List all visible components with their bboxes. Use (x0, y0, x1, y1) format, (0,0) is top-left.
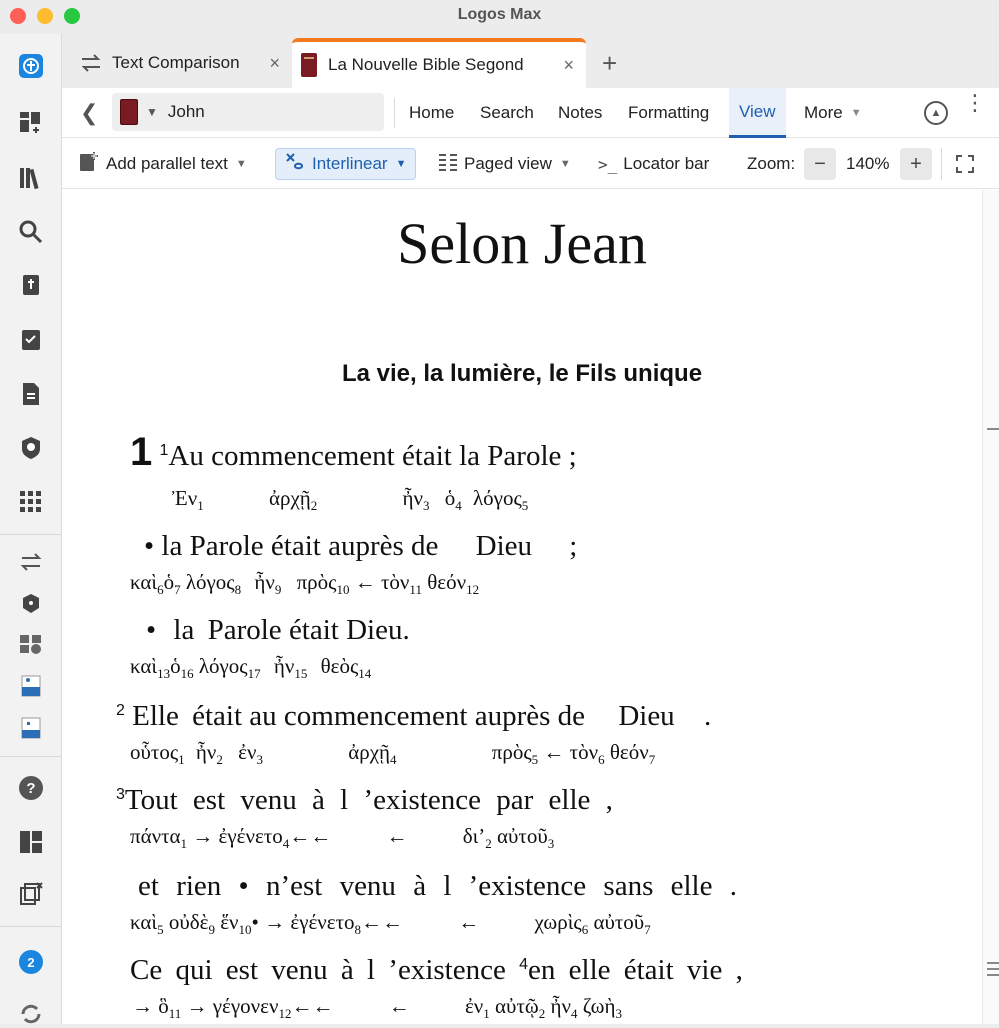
french-word[interactable]: à (312, 784, 325, 816)
greek-word[interactable]: τὸν$_6$ (569, 740, 605, 768)
greek-line (132, 994, 622, 1022)
greek-word[interactable]: ὁ$_{16}$ (170, 654, 194, 682)
greek-word[interactable]: ἐγένετο$_8$ (290, 910, 362, 938)
notification-count: 2 (27, 954, 35, 970)
menu-view[interactable]: View (729, 88, 786, 138)
new-tab-button[interactable]: + (602, 48, 618, 78)
french-word[interactable]: était (192, 700, 243, 732)
tab-label: La Nouvelle Bible Segond (328, 55, 524, 74)
greek-word[interactable]: καὶ$_5$ (130, 910, 164, 938)
french-word[interactable]: venu (240, 784, 297, 816)
greek-line (130, 824, 554, 852)
view-toolbar (62, 139, 999, 189)
greek-word[interactable]: ἕν$_{10}$ (220, 910, 252, 938)
toolbar-divider (941, 148, 942, 180)
tab-close-button[interactable]: × (269, 52, 280, 73)
menu-formatting[interactable]: Formatting (628, 103, 710, 122)
greek-word[interactable]: πρὸς$_5$ (491, 740, 539, 768)
arrow-left-icon: ← (543, 740, 565, 764)
verse-number[interactable]: 4 (519, 956, 529, 973)
panel-menu-icon[interactable]: ▲ (924, 101, 948, 125)
apps-grid-icon[interactable] (17, 488, 45, 516)
french-word[interactable]: l ’existence (340, 784, 481, 816)
back-arrow-icon[interactable]: ❮ (80, 100, 99, 125)
greek-word[interactable]: λόγος$_{17}$ (198, 654, 261, 682)
french-word[interactable]: est (225, 954, 258, 986)
sidebar-divider (0, 534, 62, 535)
notification-badge[interactable] (17, 948, 45, 976)
french-word[interactable]: Dieu (475, 530, 533, 562)
tab-label: Text Comparison (112, 53, 240, 72)
french-word[interactable]: Dieu (618, 700, 675, 732)
sidebar (0, 34, 62, 1024)
bullet: • (251, 910, 259, 934)
french-word[interactable]: elle (670, 870, 713, 902)
french-word[interactable]: ; (569, 530, 578, 562)
french-word[interactable]: rien (176, 870, 222, 902)
resource-panel (62, 88, 999, 1024)
french-line (146, 614, 410, 647)
tab-text-comparison[interactable] (72, 38, 292, 88)
greek-word[interactable]: ἐν$_3$ (238, 740, 263, 768)
greek-word[interactable]: πάντα$_1$ (130, 824, 188, 852)
french-word[interactable]: l ’existence (367, 954, 506, 986)
greek-word[interactable]: γέγονεν$_{12}$ (212, 994, 292, 1022)
greek-word[interactable]: ἀρχῇ$_2$ (268, 486, 318, 514)
paged-view-button[interactable] (438, 148, 571, 180)
french-word[interactable]: à (413, 870, 427, 902)
document-icon[interactable] (17, 380, 45, 408)
sidebar-divider-3 (0, 926, 62, 927)
greek-word[interactable]: αὐτοῦ$_3$ (497, 824, 555, 852)
tab-bar (62, 34, 999, 88)
compare-arrows-icon (80, 54, 102, 72)
locator-bar-icon: >_ (598, 154, 618, 174)
greek-line (130, 740, 655, 768)
interlinear-icon (284, 151, 306, 178)
greek-word[interactable]: ὁ$_4$ (444, 486, 462, 514)
french-word[interactable]: était (623, 954, 674, 986)
french-word[interactable]: auprès de (328, 530, 439, 562)
french-line (144, 530, 577, 563)
french-word[interactable]: était (288, 614, 339, 646)
library-icon[interactable] (17, 164, 45, 192)
title-bar (0, 0, 999, 34)
scroll-marker (987, 962, 999, 964)
greek-line (172, 486, 528, 514)
interlinear-button[interactable] (275, 148, 416, 180)
dashboard-icon[interactable] (17, 108, 45, 136)
tab-nouvelle-bible-segond[interactable] (292, 38, 586, 88)
logos-home-icon[interactable] (17, 52, 45, 80)
chevron-down-icon: ▼ (235, 158, 247, 170)
close-panels-icon[interactable] (17, 880, 45, 908)
french-word[interactable]: et (138, 870, 159, 902)
menu-notes[interactable]: Notes (558, 103, 603, 122)
book-cover-icon (300, 52, 318, 78)
arrow-right-icon: → (132, 994, 153, 1018)
arrow-left-icon: ←← (291, 994, 334, 1018)
layouts-icon[interactable] (17, 828, 45, 856)
menu-more[interactable] (804, 88, 862, 138)
french-word[interactable]: par (496, 784, 534, 816)
bullet: • (146, 614, 157, 646)
french-word[interactable]: la (173, 614, 195, 646)
greek-word[interactable]: ὁ$_7$ (163, 570, 181, 598)
greek-word[interactable]: ἐν$_1$ (464, 994, 490, 1022)
french-word[interactable]: était (270, 530, 321, 562)
french-word[interactable]: la Parole (161, 530, 264, 562)
greek-word[interactable]: ἦν$_{15}$ (273, 654, 308, 682)
greek-word[interactable]: ἦν$_2$ (195, 740, 223, 768)
french-line (130, 430, 577, 475)
french-word[interactable]: sans (603, 870, 654, 902)
greek-word[interactable]: ἀρχῇ$_4$ (348, 740, 397, 768)
tools-cluster-icon[interactable] (17, 630, 45, 658)
greek-word[interactable]: πρὸς$_{10}$ (296, 570, 350, 598)
locator-bar-label: Locator bar (623, 154, 710, 173)
chevron-down-icon: ▼ (559, 158, 571, 170)
greek-word[interactable]: ὃ$_{11}$ (158, 994, 182, 1022)
greek-word[interactable]: λόγος$_8$ (185, 570, 242, 598)
french-line (130, 954, 743, 987)
greek-word[interactable]: καὶ$_6$ (130, 570, 164, 598)
french-word[interactable]: la Parole (459, 440, 562, 472)
greek-word[interactable]: οὐδὲ$_9$ (168, 910, 215, 938)
reading-plan-icon[interactable] (17, 326, 45, 354)
greek-word[interactable]: ἦν$_3$ (402, 486, 430, 514)
french-word[interactable]: à (340, 954, 354, 986)
svg-text:?: ? (26, 780, 36, 797)
greek-word[interactable]: θεόν$_{12}$ (427, 570, 480, 598)
french-word[interactable]: l ’existence (443, 870, 587, 902)
bullet: • (144, 530, 155, 562)
greek-line (130, 654, 371, 682)
sidebar-divider-2 (0, 756, 62, 757)
french-word[interactable]: , (605, 784, 613, 816)
guide-icon[interactable] (17, 434, 45, 462)
search-icon[interactable] (17, 218, 45, 246)
french-word[interactable]: . (402, 614, 410, 646)
greek-word[interactable]: αὐτῷ$_2$ (495, 994, 546, 1022)
zoom-label: Zoom: (747, 154, 796, 173)
french-word[interactable]: est (192, 784, 226, 816)
french-word[interactable]: Dieu (346, 614, 403, 646)
greek-line (130, 570, 479, 598)
arrow-left-icon: ←← (289, 824, 332, 848)
app-title: Logos Max (457, 6, 542, 23)
scroll-marker (987, 428, 999, 430)
bible-text-content (62, 190, 982, 1024)
add-parallel-text-label: Add parallel text (106, 154, 228, 173)
french-word[interactable]: . (729, 870, 737, 902)
greek-word[interactable]: οὗτος$_1$ (130, 740, 185, 768)
french-word[interactable]: elle (568, 954, 611, 986)
chevron-down-icon: ▼ (850, 107, 862, 119)
chapter-number: 1 (130, 430, 153, 474)
chevron-down-icon: ▼ (395, 158, 407, 170)
french-word[interactable]: au commencement (249, 700, 468, 732)
greek-word[interactable]: αὐτοῦ$_7$ (593, 910, 651, 938)
locator-bar-button[interactable] (598, 148, 709, 180)
exegetical-guide-icon[interactable] (17, 714, 45, 742)
bible-icon[interactable] (17, 272, 45, 300)
reference-input[interactable]: John (167, 102, 205, 121)
verse-number[interactable]: 2 (116, 702, 125, 719)
verse-number[interactable]: 3 (116, 786, 125, 803)
interlinear-label: Interlinear (312, 154, 388, 173)
vertical-scrollbar[interactable] (982, 190, 999, 1024)
greek-word[interactable]: ἐγένετο$_4$ (218, 824, 290, 852)
greek-word[interactable]: χωρὶς$_6$ (534, 910, 589, 938)
zoom-value[interactable]: 140% (846, 154, 890, 173)
french-word[interactable]: venu (339, 870, 396, 902)
zoom-out-button[interactable]: − (804, 148, 836, 180)
greek-word[interactable]: θεόν$_7$ (609, 740, 656, 768)
greek-word[interactable]: ζωὴ$_3$ (582, 994, 622, 1022)
reference-box[interactable] (112, 93, 384, 131)
book-title: Selon Jean (397, 211, 647, 276)
fullscreen-icon[interactable] (956, 155, 974, 173)
french-line (116, 700, 711, 733)
greek-word[interactable]: τὸν$_{11}$ (380, 570, 422, 598)
section-heading: La vie, la lumière, le Fils unique (341, 360, 703, 387)
factbook-icon[interactable] (17, 590, 45, 618)
greek-word[interactable]: καὶ$_{13}$ (130, 654, 171, 682)
chevron-down-icon[interactable]: ▼ (146, 105, 158, 119)
arrow-right-icon: → (186, 994, 208, 1018)
add-parallel-text-button[interactable] (78, 148, 247, 180)
menu-home[interactable]: Home (409, 103, 455, 122)
more-options-icon[interactable]: ⋮ (964, 90, 986, 115)
french-word[interactable]: en (528, 954, 556, 986)
passage-guide-icon[interactable] (17, 672, 45, 700)
greek-word[interactable]: ἦν$_4$ (550, 994, 578, 1022)
bullet: • (238, 870, 249, 902)
arrow-left-icon: ← (386, 824, 408, 848)
french-line (116, 784, 613, 817)
add-document-icon (78, 151, 100, 178)
greek-word[interactable]: θεὸς$_{14}$ (320, 654, 372, 682)
paged-view-icon (438, 152, 458, 177)
french-word[interactable]: vie (686, 954, 723, 986)
french-word[interactable]: n’est (265, 870, 323, 902)
arrow-left-icon: ← (388, 994, 410, 1018)
greek-line (130, 910, 651, 938)
greek-word[interactable]: ἦν$_9$ (254, 570, 282, 598)
french-word[interactable]: Tout (124, 784, 178, 816)
french-word[interactable]: Elle (132, 700, 179, 732)
french-word[interactable]: Parole (207, 614, 282, 646)
panel-nav-bar (62, 88, 999, 138)
french-word[interactable]: Au commencement (168, 440, 395, 472)
arrow-left-icon: ← (458, 910, 480, 934)
greek-word[interactable]: $\delta\iota’_2$ (462, 824, 492, 852)
tab-close-button[interactable]: × (563, 54, 574, 75)
zoom-in-button[interactable]: + (900, 148, 932, 180)
french-word[interactable]: , (735, 954, 743, 986)
arrow-right-icon: → (192, 824, 214, 848)
french-word[interactable]: ; (568, 440, 577, 472)
arrow-right-icon: → (264, 910, 286, 934)
french-word[interactable]: elle (548, 784, 591, 816)
scroll-marker (987, 974, 999, 976)
book-cover-icon[interactable] (120, 99, 138, 125)
verse-number[interactable]: 1 (159, 442, 169, 459)
greek-word[interactable]: λόγος$_5$ (473, 486, 529, 514)
text-comparison-icon[interactable] (17, 548, 45, 576)
french-word[interactable]: Ce qui (130, 954, 213, 986)
arrow-left-icon: ← (354, 570, 376, 594)
french-word[interactable]: . (703, 700, 712, 732)
paged-view-label: Paged view (464, 154, 552, 173)
help-icon[interactable] (17, 774, 45, 802)
french-word[interactable]: auprès de (474, 700, 586, 732)
menu-more-label: More (804, 103, 843, 122)
greek-word[interactable]: Ἐν$_1$ (172, 486, 204, 514)
arrow-left-icon: ←← (361, 910, 404, 934)
scroll-marker (987, 968, 999, 970)
menu-search[interactable]: Search (480, 103, 534, 122)
french-word[interactable]: venu (271, 954, 328, 986)
french-line (138, 870, 737, 903)
nav-divider (394, 98, 395, 128)
french-word[interactable]: était (401, 440, 452, 472)
